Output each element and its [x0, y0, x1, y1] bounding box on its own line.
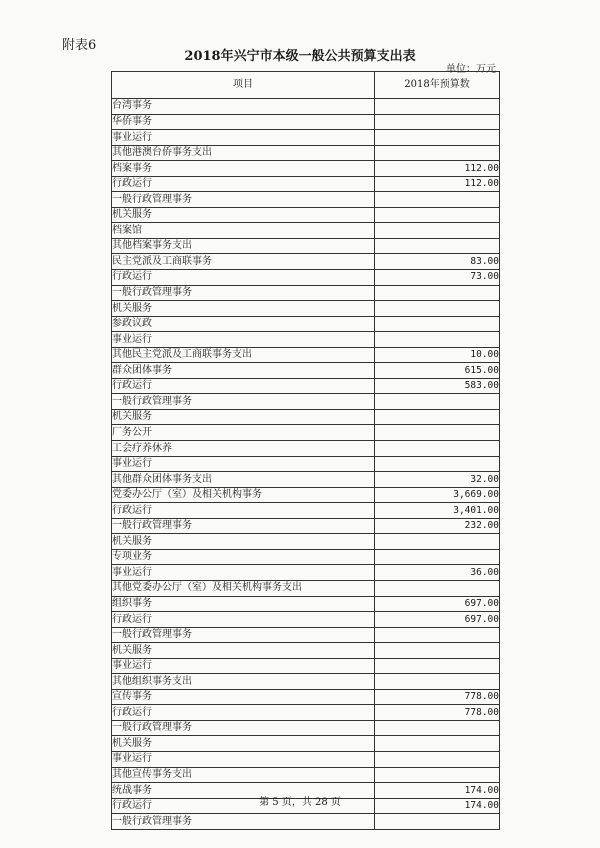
table-row [112, 705, 500, 721]
row-budget-amount [375, 99, 500, 115]
table-row [112, 301, 500, 317]
row-item-name: 事业运行 [112, 456, 375, 472]
row-budget-amount [375, 425, 500, 441]
table-row [112, 674, 500, 690]
row-budget-amount [375, 301, 500, 317]
row-item-name: 参政议政 [112, 316, 375, 332]
table-row [112, 145, 500, 161]
table-row [112, 658, 500, 674]
row-budget-amount: 32.00 [375, 472, 500, 488]
table-row [112, 720, 500, 736]
table-row [112, 596, 500, 612]
table-row [112, 223, 500, 239]
row-item-name: 组织事务 [112, 596, 375, 612]
row-item-name: 一般行政管理事务 [112, 285, 375, 301]
row-budget-amount [375, 736, 500, 752]
table-row [112, 736, 500, 752]
table-row [112, 643, 500, 659]
row-item-name: 事业运行 [112, 332, 375, 348]
row-item-name: 档案事务 [112, 161, 375, 177]
row-budget-amount: 36.00 [375, 565, 500, 581]
row-item-name: 专项业务 [112, 549, 375, 565]
table-row [112, 207, 500, 223]
row-budget-amount: 10.00 [375, 347, 500, 363]
table-row [112, 814, 500, 830]
row-item-name: 机关服务 [112, 207, 375, 223]
row-item-name: 厂务公开 [112, 425, 375, 441]
row-item-name: 行政运行 [112, 503, 375, 519]
unit-label: 单位：万元 [446, 64, 496, 75]
row-budget-amount [375, 223, 500, 239]
table-row [112, 689, 500, 705]
table-row [112, 425, 500, 441]
row-item-name: 党委办公厅（室）及相关机构事务 [112, 487, 375, 503]
row-budget-amount: 232.00 [375, 518, 500, 534]
row-budget-amount: 174.00 [375, 798, 500, 814]
row-budget-amount [375, 580, 500, 596]
table-row [112, 767, 500, 783]
row-budget-amount [375, 130, 500, 146]
row-budget-amount: 112.00 [375, 161, 500, 177]
row-item-name: 机关服务 [112, 409, 375, 425]
table-row [112, 394, 500, 410]
table-row [112, 487, 500, 503]
row-item-name: 一般行政管理事务 [112, 814, 375, 830]
row-item-name: 行政运行 [112, 705, 375, 721]
row-item-name: 一般行政管理事务 [112, 627, 375, 643]
row-budget-amount: 778.00 [375, 705, 500, 721]
row-budget-amount [375, 441, 500, 457]
row-budget-amount [375, 409, 500, 425]
row-budget-amount [375, 145, 500, 161]
table-row [112, 456, 500, 472]
table-row [112, 363, 500, 379]
table-row [112, 99, 500, 115]
table-row [112, 518, 500, 534]
row-budget-amount [375, 316, 500, 332]
attachment-label: 附表6 [62, 38, 97, 53]
row-budget-amount [375, 643, 500, 659]
row-item-name: 行政运行 [112, 270, 375, 286]
row-budget-amount [375, 332, 500, 348]
table-row [112, 238, 500, 254]
row-item-name: 其他港澳台侨事务支出 [112, 145, 375, 161]
row-item-name: 行政运行 [112, 612, 375, 628]
row-budget-amount [375, 285, 500, 301]
row-budget-amount [375, 627, 500, 643]
row-budget-amount: 697.00 [375, 612, 500, 628]
row-budget-amount: 174.00 [375, 783, 500, 799]
row-item-name: 一般行政管理事务 [112, 192, 375, 208]
row-budget-amount: 697.00 [375, 596, 500, 612]
row-budget-amount [375, 814, 500, 830]
row-budget-amount [375, 720, 500, 736]
row-budget-amount: 83.00 [375, 254, 500, 270]
row-budget-amount [375, 192, 500, 208]
row-item-name: 其他组织事务支出 [112, 674, 375, 690]
row-item-name: 其他党委办公厅（室）及相关机构事务支出 [112, 580, 375, 596]
row-budget-amount: 778.00 [375, 689, 500, 705]
table-row [112, 612, 500, 628]
table-row [112, 254, 500, 270]
row-item-name: 工会疗养休养 [112, 441, 375, 457]
row-item-name: 机关服务 [112, 643, 375, 659]
row-budget-amount [375, 658, 500, 674]
row-budget-amount: 73.00 [375, 270, 500, 286]
row-item-name: 事业运行 [112, 751, 375, 767]
table-row [112, 627, 500, 643]
row-budget-amount [375, 456, 500, 472]
row-budget-amount [375, 751, 500, 767]
row-item-name: 行政运行 [112, 378, 375, 394]
row-item-name: 一般行政管理事务 [112, 720, 375, 736]
budget-table [111, 71, 500, 830]
table-row [112, 580, 500, 596]
table-row [112, 347, 500, 363]
table-body [112, 99, 500, 830]
page-footer: 第 5 页，共 28 页 [259, 797, 341, 808]
row-budget-amount: 615.00 [375, 363, 500, 379]
row-item-name: 华侨事务 [112, 114, 375, 130]
row-item-name: 机关服务 [112, 301, 375, 317]
row-budget-amount [375, 534, 500, 550]
row-budget-amount: 583.00 [375, 378, 500, 394]
table-row [112, 161, 500, 177]
table-row [112, 565, 500, 581]
table-row [112, 114, 500, 130]
row-budget-amount [375, 394, 500, 410]
table-row [112, 751, 500, 767]
table-row [112, 176, 500, 192]
column-header-budget: 2018年预算数 [375, 72, 500, 99]
row-item-name: 台湾事务 [112, 99, 375, 115]
row-budget-amount [375, 767, 500, 783]
table-row [112, 534, 500, 550]
row-budget-amount [375, 114, 500, 130]
table-row [112, 270, 500, 286]
table-row [112, 130, 500, 146]
table-row [112, 549, 500, 565]
row-item-name: 其他档案事务支出 [112, 238, 375, 254]
table-row [112, 503, 500, 519]
row-item-name: 统战事务 [112, 783, 375, 799]
row-item-name: 其他民主党派及工商联事务支出 [112, 347, 375, 363]
row-item-name: 其他群众团体事务支出 [112, 472, 375, 488]
row-item-name: 行政运行 [112, 798, 375, 814]
table-row [112, 332, 500, 348]
row-item-name: 机关服务 [112, 736, 375, 752]
row-item-name: 其他宣传事务支出 [112, 767, 375, 783]
column-header-item: 项目 [112, 72, 375, 99]
row-item-name: 民主党派及工商联事务 [112, 254, 375, 270]
table-header-row [112, 72, 500, 99]
row-budget-amount [375, 674, 500, 690]
table-row [112, 441, 500, 457]
table-row [112, 409, 500, 425]
row-item-name: 档案馆 [112, 223, 375, 239]
row-budget-amount [375, 207, 500, 223]
row-item-name: 宣传事务 [112, 689, 375, 705]
row-budget-amount: 3,401.00 [375, 503, 500, 519]
row-item-name: 事业运行 [112, 658, 375, 674]
table-row [112, 285, 500, 301]
table-row [112, 316, 500, 332]
table-row [112, 192, 500, 208]
row-budget-amount [375, 549, 500, 565]
row-budget-amount [375, 238, 500, 254]
row-item-name: 群众团体事务 [112, 363, 375, 379]
row-budget-amount: 3,669.00 [375, 487, 500, 503]
table-row [112, 378, 500, 394]
table-row [112, 472, 500, 488]
row-budget-amount: 112.00 [375, 176, 500, 192]
row-item-name: 事业运行 [112, 130, 375, 146]
row-item-name: 一般行政管理事务 [112, 394, 375, 410]
row-item-name: 机关服务 [112, 534, 375, 550]
row-item-name: 一般行政管理事务 [112, 518, 375, 534]
row-item-name: 事业运行 [112, 565, 375, 581]
row-item-name: 行政运行 [112, 176, 375, 192]
page-title: 2018年兴宁市本级一般公共预算支出表 [184, 49, 416, 64]
